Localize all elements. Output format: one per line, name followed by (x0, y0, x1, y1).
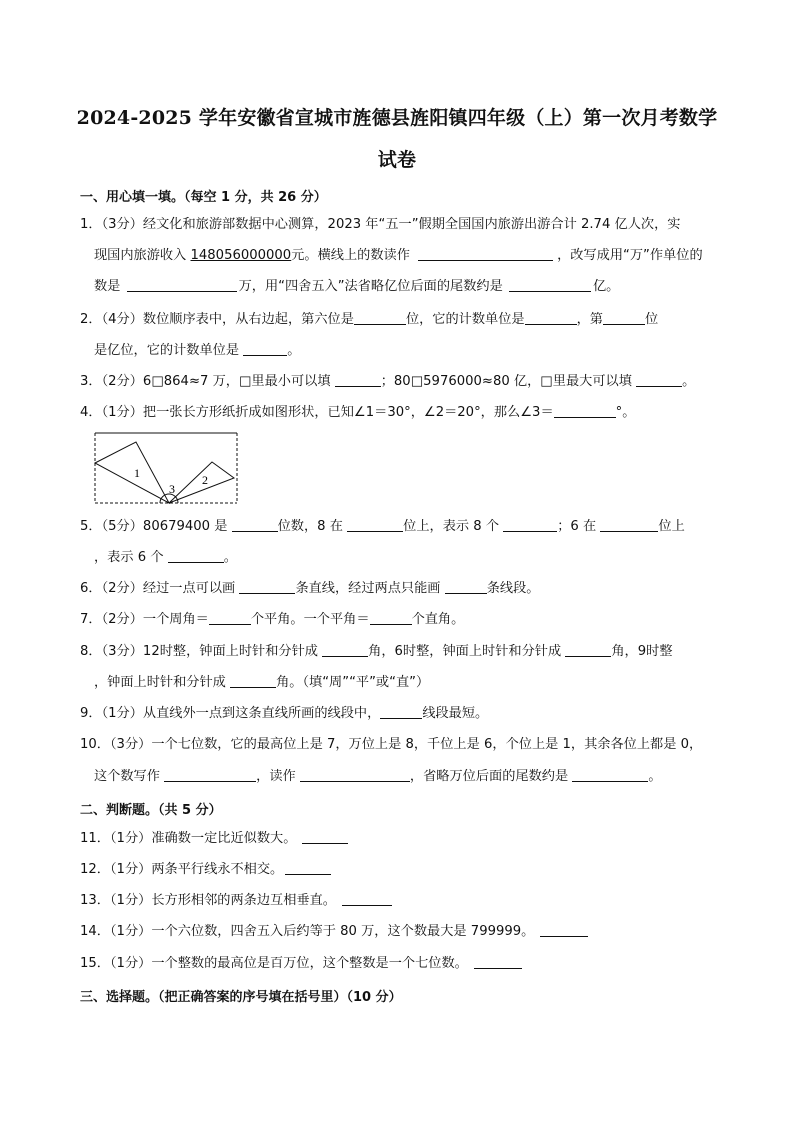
question-10-text: ，省略万位后面的尾数约是 (409, 769, 573, 784)
answer-blank[interactable] (322, 643, 368, 657)
question-8-line2 (94, 674, 429, 692)
question-5-text: 位上，表示 8 个 (403, 519, 504, 534)
question-2-line1 (80, 311, 658, 329)
answer-blank[interactable] (335, 373, 381, 387)
exam-title-line2: 试卷 (377, 149, 417, 171)
answer-blank[interactable] (572, 768, 648, 782)
question-1-line3 (94, 278, 619, 296)
question-2-text: 位，它的计数单位是 (405, 312, 525, 327)
question-1-text: ，改写成用“万”作单位的 (557, 248, 703, 263)
answer-blank[interactable] (418, 247, 553, 261)
question-2-line2 (94, 342, 300, 360)
question-1-text: 数是 (94, 279, 125, 294)
answer-blank[interactable] (603, 311, 645, 325)
answer-blank[interactable] (164, 768, 256, 782)
question-6-text: 条直线，经过两点只能画 (295, 581, 445, 596)
answer-blank[interactable] (230, 674, 276, 688)
question-2-text: 位 (645, 312, 659, 327)
question-7-text: 个直角。 (411, 612, 465, 627)
question-1-text: 元。横线上的数读作 (291, 248, 415, 263)
question-15 (80, 955, 522, 973)
question-8-text: 角。（填“周”“平”或“直”） (276, 675, 430, 690)
question-10-line2 (94, 768, 662, 786)
question-4-text: °。 (615, 405, 636, 420)
question-12-text: 12．（1分）两条平行线永不相交。 (80, 862, 284, 877)
answer-blank[interactable] (554, 404, 616, 418)
question-9-text: 9．（1分）从直线外一点到这条直线所画的线段中， (80, 706, 381, 721)
question-5-text: ，表示 6 个 (94, 550, 168, 565)
question-5-text: ；6 在 (557, 519, 601, 534)
answer-blank[interactable] (347, 518, 403, 532)
question-1-line1: 1．（3分）经文化和旅游部数据中心测算，2023 年“五一”假期全国国内旅游出游合计 2.74 亿人次，实 (80, 217, 681, 232)
question-3-text: ；80□5976000≈80 亿，□里最大可以填 (380, 374, 637, 389)
answer-blank[interactable] (168, 549, 224, 563)
question-1-text: 现国内旅游收入 (94, 248, 191, 263)
question-14 (80, 923, 588, 941)
question-5-text: 5．（5分）80679400 是 (80, 519, 232, 534)
question-2-text: 。 (287, 343, 301, 358)
question-8-text: 8．（3分）12时整，钟面上时针和分针成 (80, 644, 323, 659)
answer-blank[interactable] (380, 705, 422, 719)
question-8-text: 角，9时整 (611, 644, 673, 659)
question-2-text: 2．（4分）数位顺序表中，从右边起，第六位是 (80, 312, 354, 327)
answer-blank[interactable] (370, 611, 412, 625)
question-1-number: 148056000000 (190, 248, 292, 263)
answer-blank[interactable] (232, 518, 278, 532)
question-9 (80, 705, 488, 723)
question-8-text: ，钟面上时针和分针成 (94, 675, 231, 690)
answer-blank[interactable] (636, 373, 682, 387)
question-8-line1 (80, 643, 673, 661)
question-5-line1 (80, 518, 685, 536)
question-5-line2 (94, 549, 237, 567)
left-fold-flap (95, 442, 169, 503)
question-11 (80, 830, 348, 848)
question-4 (80, 404, 635, 422)
question-4-text: 4．（1分）把一张长方形纸折成如图形状，已知∠1＝30°，∠2＝20°，那么∠3＝ (80, 405, 554, 420)
question-3-text: 。 (682, 374, 696, 389)
question-11-text: 11．（1分）准确数一定比近似数大。 (80, 831, 297, 846)
section-heading-fill: 一、用心填一填。（每空 1 分，共 26 分） (80, 190, 327, 205)
folded-paper-figure (94, 432, 238, 504)
answer-blank[interactable] (503, 518, 557, 532)
question-2-text: ，第 (576, 312, 603, 327)
question-12 (80, 861, 331, 879)
answer-blank[interactable] (209, 611, 251, 625)
question-1-line2 (94, 247, 703, 265)
answer-blank[interactable] (565, 643, 611, 657)
answer-blank[interactable] (300, 768, 410, 782)
question-10-text: 这个数写作 (94, 769, 165, 784)
answer-blank[interactable] (474, 955, 522, 969)
answer-blank[interactable] (600, 518, 658, 532)
answer-blank[interactable] (285, 861, 331, 875)
question-14-text: 14．（1分）一个六位数，四舍五入后约等于 80 万，这个数最大是 799999。 (80, 924, 535, 939)
angle-3-label: 3 (169, 482, 175, 496)
question-13 (80, 892, 392, 910)
question-6-text: 6．（2分）经过一点可以画 (80, 581, 240, 596)
question-1-text: 万，用“四舍五入”法省略亿位后面的尾数约是 (238, 279, 507, 294)
question-10-text: ，读作 (256, 769, 300, 784)
answer-blank[interactable] (445, 580, 487, 594)
question-10-text: 。 (648, 769, 662, 784)
section-heading-choice: 三、选择题。（把正确答案的序号填在括号里）（10 分） (80, 990, 402, 1005)
answer-blank[interactable] (243, 342, 287, 356)
answer-blank[interactable] (354, 311, 406, 325)
question-9-text: 线段最短。 (422, 706, 489, 721)
answer-blank[interactable] (509, 278, 591, 292)
answer-blank[interactable] (127, 278, 237, 292)
answer-blank[interactable] (342, 892, 392, 906)
question-3 (80, 373, 695, 391)
question-5-text: 位上 (658, 519, 685, 534)
question-5-text: 。 (223, 550, 237, 565)
answer-blank[interactable] (302, 830, 348, 844)
angle-2-label: 2 (202, 473, 208, 487)
question-13-text: 13．（1分）长方形相邻的两条边互相垂直。 (80, 893, 336, 908)
section-heading-judge: 二、判断题。（共 5 分） (80, 803, 222, 818)
question-6 (80, 580, 539, 598)
question-7-text: 7．（2分）一个周角＝ (80, 612, 209, 627)
question-6-text: 条线段。 (486, 581, 540, 596)
question-15-text: 15．（1分）一个整数的最高位是百万位，这个整数是一个七位数。 (80, 956, 468, 971)
answer-blank[interactable] (239, 580, 295, 594)
question-10-line1: 10．（3分）一个七位数，它的最高位上是 7，万位上是 8，千位上是 6，个位上是 1，其余各位上都是 0， (80, 737, 703, 752)
question-7-text: 个平角。一个平角＝ (250, 612, 370, 627)
question-8-text: 角，6时整，钟面上时针和分针成 (368, 644, 566, 659)
question-3-text: 3．（2分）6□864≈7 万，□里最小可以填 (80, 374, 335, 389)
answer-blank[interactable] (540, 923, 588, 937)
question-5-text: 位数，8 在 (277, 519, 348, 534)
question-1-text: 亿。 (593, 279, 620, 294)
angle-1-label: 1 (134, 466, 140, 480)
exam-title-line1: 2024-2025 学年安徽省宣城市旌德县旌阳镇四年级（上）第一次月考数学 (76, 107, 718, 129)
question-2-text: 是亿位，它的计数单位是 (94, 343, 244, 358)
answer-blank[interactable] (525, 311, 577, 325)
question-7 (80, 611, 464, 629)
